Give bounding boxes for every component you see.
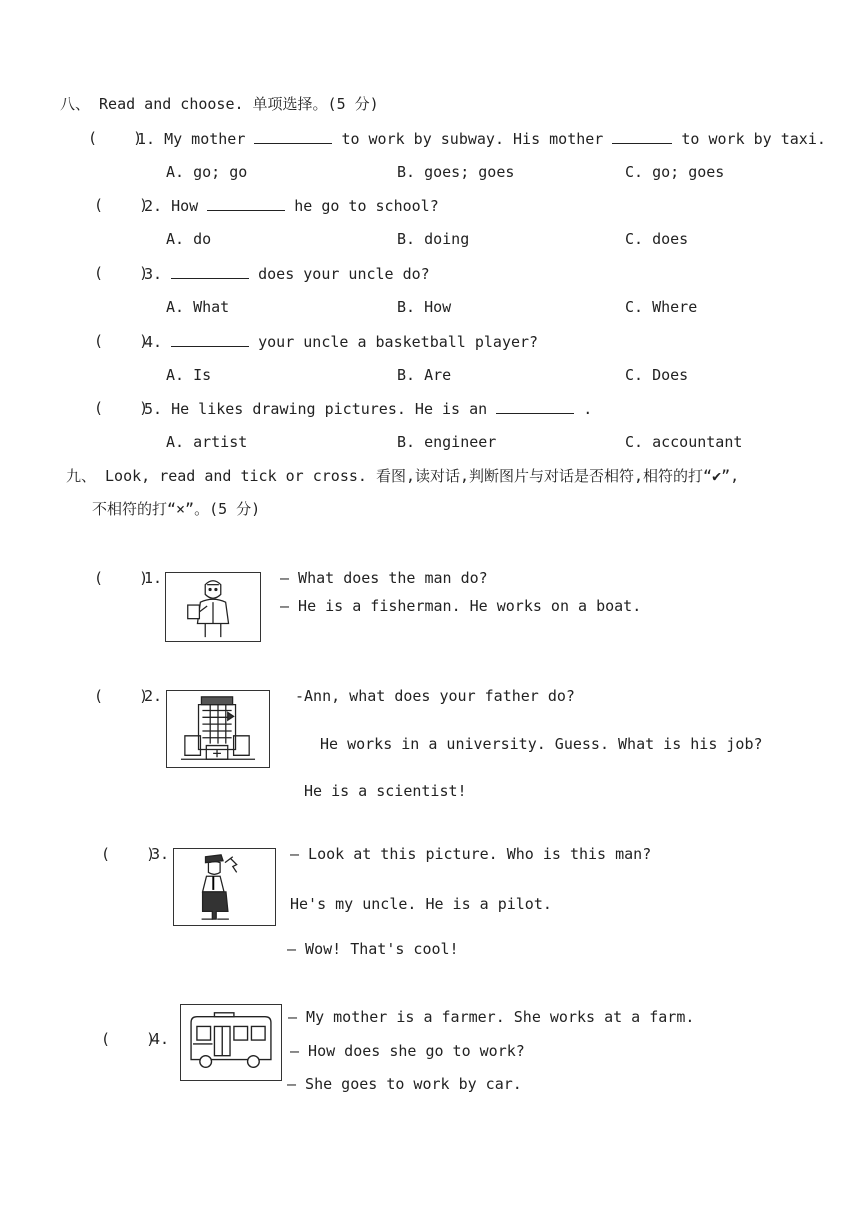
- item-2-paren[interactable]: ( ): [94, 687, 149, 705]
- teacher-holding-book-icon: [165, 572, 261, 642]
- option-c[interactable]: C. does: [625, 230, 689, 248]
- item-1-number: 1.: [144, 569, 163, 587]
- option-b[interactable]: B. doing: [397, 230, 470, 248]
- option-b[interactable]: B. goes; goes: [397, 163, 515, 181]
- section9-header-line2: 不相符的打“×”。(5 分): [92, 500, 261, 518]
- option-b[interactable]: B. How: [397, 298, 452, 316]
- item-1-line-1: — What does the man do?: [280, 569, 488, 587]
- option-c[interactable]: C. Where: [625, 298, 698, 316]
- item-1-paren[interactable]: ( ): [94, 569, 149, 587]
- option-a[interactable]: A. go; go: [166, 163, 248, 181]
- answer-blank[interactable]: [612, 129, 672, 144]
- option-b[interactable]: B. Are: [397, 366, 452, 384]
- option-c[interactable]: C. go; goes: [625, 163, 725, 181]
- option-a[interactable]: A. What: [166, 298, 230, 316]
- question-2-paren[interactable]: ( ): [94, 196, 149, 214]
- item-1-line-2: — He is a fisherman. He works on a boat.: [280, 597, 642, 615]
- item-3-paren[interactable]: ( ): [101, 845, 156, 863]
- option-a[interactable]: A. artist: [166, 433, 248, 451]
- item-4-line-3: — She goes to work by car.: [287, 1075, 522, 1093]
- question-5-paren[interactable]: ( ): [94, 399, 149, 417]
- bus-icon: [180, 1004, 282, 1081]
- option-c[interactable]: C. accountant: [625, 433, 743, 451]
- university-building-icon: [166, 690, 270, 768]
- section8-header: 八、 Read and choose. 单项选择。(5 分): [60, 95, 379, 113]
- option-a[interactable]: A. do: [166, 230, 212, 248]
- question-1-stem: 1. My mother to work by subway. His mother to work by taxi.: [137, 130, 826, 148]
- question-1-paren[interactable]: ( ): [88, 129, 143, 147]
- section9-header-line1: 九、 Look, read and tick or cross. 看图,读对话,判断图片与对话是否相符,相符的打“✔”,: [66, 467, 740, 485]
- item-4-line-2: — How does she go to work?: [290, 1042, 525, 1060]
- answer-blank[interactable]: [496, 399, 574, 414]
- answer-blank[interactable]: [171, 332, 249, 347]
- item-2-line-1: -Ann, what does your father do?: [295, 687, 575, 705]
- policeman-icon: [173, 848, 276, 926]
- item-4-line-1: — My mother is a farmer. She works at a farm.: [288, 1008, 695, 1026]
- question-3-paren[interactable]: ( ): [94, 264, 149, 282]
- answer-blank[interactable]: [207, 196, 285, 211]
- item-2-line-3: He is a scientist!: [304, 782, 467, 800]
- item-3-line-2: He's my uncle. He is a pilot.: [290, 895, 552, 913]
- question-4-paren[interactable]: ( ): [94, 332, 149, 350]
- option-b[interactable]: B. engineer: [397, 433, 497, 451]
- answer-blank[interactable]: [171, 264, 249, 279]
- item-3-number: 3.: [151, 845, 170, 863]
- option-c[interactable]: C. Does: [625, 366, 689, 384]
- item-4-number: 4.: [151, 1030, 170, 1048]
- question-4-stem: 4. your uncle a basketball player?: [144, 333, 539, 351]
- question-5-stem: 5. He likes drawing pictures. He is an .: [144, 400, 593, 418]
- item-2-line-2: He works in a university. Guess. What is his job?: [320, 735, 763, 753]
- item-3-line-3: — Wow! That's cool!: [287, 940, 459, 958]
- answer-blank[interactable]: [254, 129, 332, 144]
- item-3-line-1: — Look at this picture. Who is this man?: [290, 845, 652, 863]
- question-3-stem: 3. does your uncle do?: [144, 265, 430, 283]
- option-a[interactable]: A. Is: [166, 366, 212, 384]
- question-2-stem: 2. How he go to school?: [144, 197, 439, 215]
- item-4-paren[interactable]: ( ): [101, 1030, 156, 1048]
- item-2-number: 2.: [144, 687, 163, 705]
